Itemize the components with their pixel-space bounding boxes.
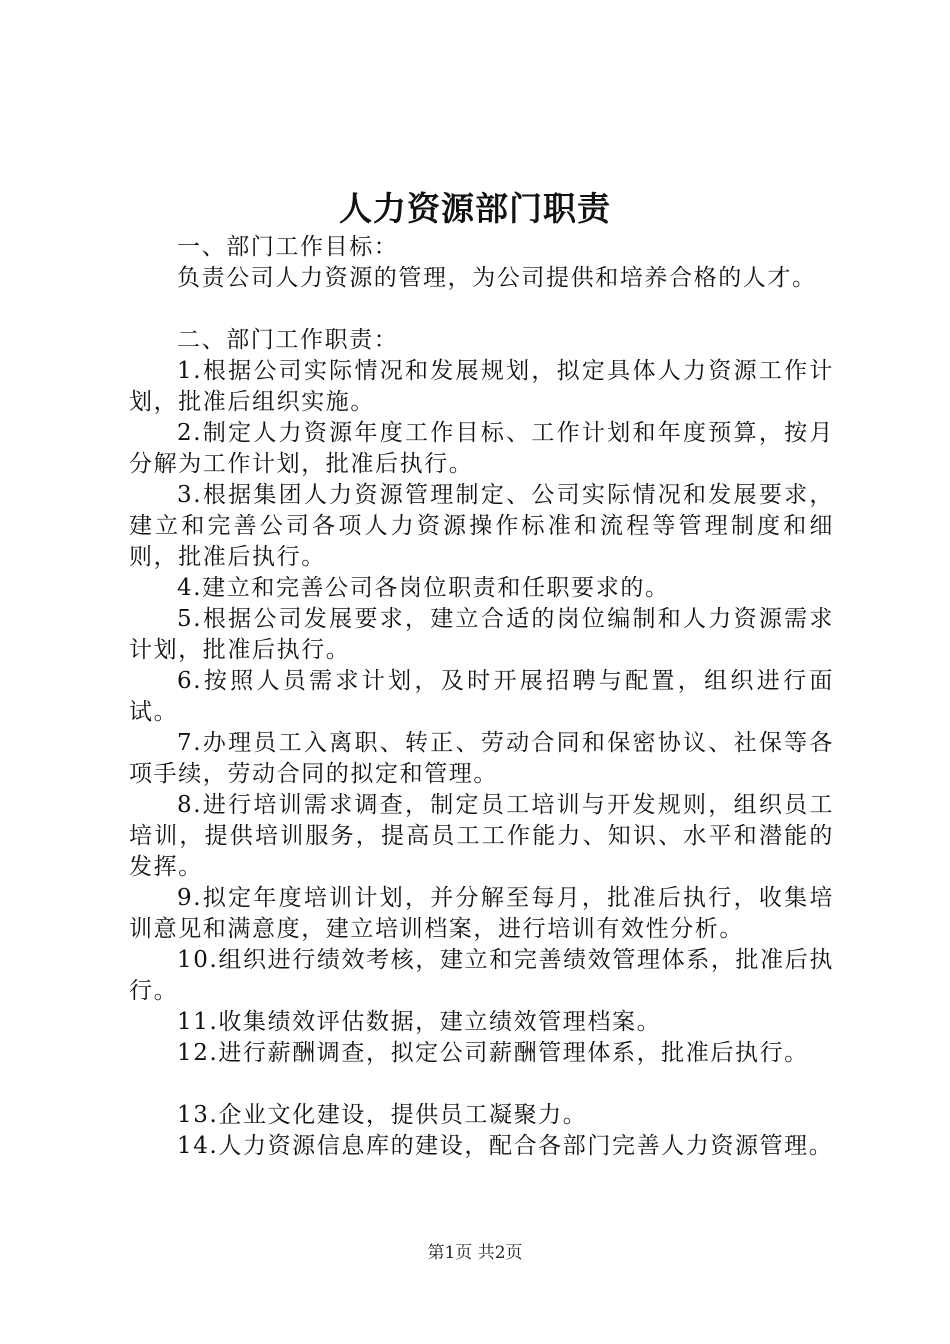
duty-item-4: 4.建立和完善公司各岗位职责和任职要求的。 bbox=[177, 575, 670, 601]
goal-text: 负责公司人力资源的管理，为公司提供和培养合格的人才。 bbox=[177, 265, 817, 291]
duty-item-10: 10.组织进行绩效考核，建立和完善绩效管理体系，批准后执行。 bbox=[129, 947, 834, 1004]
duty-item-9: 9.拟定年度培训计划，并分解至每月，批准后执行，收集培训意见和满意度，建立培训档案，进行培训有效性分析。 bbox=[129, 885, 834, 942]
duty-item-5: 5.根据公司发展要求，建立合适的岗位编制和人力资源需求计划，批准后执行。 bbox=[129, 606, 834, 663]
duty-item-14: 14.人力资源信息库的建设，配合各部门完善人力资源管理。 bbox=[177, 1133, 834, 1159]
page-title: 人力资源部门职责 bbox=[339, 189, 611, 228]
blank-line bbox=[129, 1069, 834, 1100]
duty-item-11: 11.收集绩效评估数据，建立绩效管理档案。 bbox=[177, 1009, 662, 1035]
section-heading-goal: 一、部门工作目标： bbox=[177, 234, 399, 260]
duty-item-1: 1.根据公司实际情况和发展规划，拟定具体人力资源工作计划，批准后组织实施。 bbox=[129, 358, 834, 415]
duty-item-8: 8.进行培训需求调查，制定员工培训与开发规则，组织员工培训，提供培训服务，提高员工工作能力、知识、水平和潜能的发挥。 bbox=[129, 792, 834, 880]
document-body bbox=[129, 232, 834, 1162]
duty-item-12: 12.进行薪酬调查，拟定公司薪酬管理体系，批准后执行。 bbox=[177, 1040, 809, 1066]
duty-item-13: 13.企业文化建设，提供员工凝聚力。 bbox=[177, 1102, 588, 1128]
blank-line bbox=[129, 294, 834, 325]
duty-item-6: 6.按照人员需求计划，及时开展招聘与配置，组织进行面试。 bbox=[129, 668, 834, 725]
duty-item-3: 3.根据集团人力资源管理制定、公司实际情况和发展要求，建立和完善公司各项人力资源操作标准和流程等管理制度和细则，批准后执行。 bbox=[129, 482, 834, 570]
duty-item-2: 2.制定人力资源年度工作目标、工作计划和年度预算，按月分解为工作计划，批准后执行。 bbox=[129, 420, 834, 477]
page-number-footer: 第1页 共2页 bbox=[427, 1243, 523, 1263]
section-heading-duties: 二、部门工作职责： bbox=[177, 327, 399, 353]
duty-item-7: 7.办理员工入离职、转正、劳动合同和保密协议、社保等各项手续，劳动合同的拟定和管理。 bbox=[129, 730, 834, 787]
